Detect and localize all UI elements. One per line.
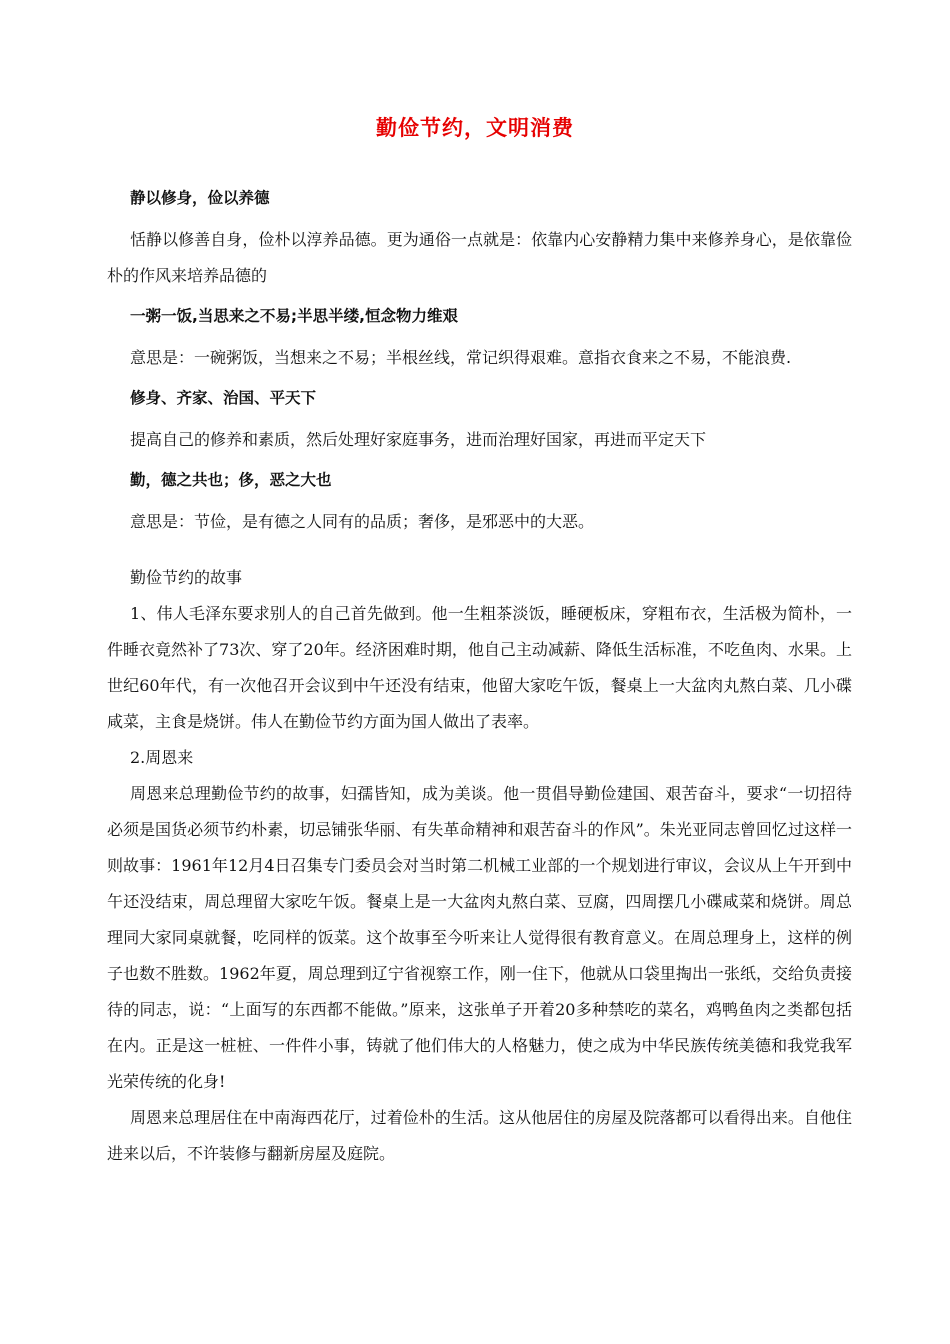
story-paragraph-2: 周恩来总理勤俭节约的故事，妇孺皆知，成为美谈。他一贯倡导勤俭建国、艰苦奋斗，要求“一切招待必须是国货必须节约朴素，切忌铺张华丽、有失革命精神和艰苦奋斗的作风”。朱光亚同志曾回忆过这样一则故事：1961年12月4日召集专门委员会对当时第二机械工业部的一个规划进行审议，会议从上午开到中午还没结束，周总理留大家吃午饭。餐桌上是一大盆肉丸熬白菜、豆腐，四周摆几小碟咸菜和烧饼。周总理同大家同桌就餐，吃同样的饭菜。这个故事至今听来让人觉得很有教育意义。在周总理身上，这样的例子也数不胜数。1962年夏，周总理到辽宁省视察工作，刚一住下，他就从口袋里掏出一张纸，交给负责接待的同志，说：“上面写的东西都不能做。”原来，这张单子开着20多种禁吃的菜名，鸡鸭鱼肉之类都包括在内。正是这一桩桩、一件件小事，铸就了他们伟大的人格魅力，使之成为中华民族传统美德和我党我军光荣传统的化身! xyxy=(107,784,852,1091)
story-paragraph-3: 周恩来总理居住在中南海西花厅，过着俭朴的生活。这从他居住的房屋及院落都可以看得出来。自他住进来以后，不许装修与翻新房屋及庭院。 xyxy=(107,1108,852,1163)
section-heading-4: 勤，德之共也；侈，恶之大也 xyxy=(130,471,332,489)
spacer xyxy=(107,540,852,560)
section-text-4: 意思是：节俭，是有德之人同有的品质；奢侈，是邪恶中的大恶。 xyxy=(130,512,595,531)
story-paragraph-1: 1、伟人毛泽东要求别人的自己首先做到。他一生粗茶淡饭，睡硬板床，穿粗布衣，生活极为简朴，一件睡衣竟然补了73次、穿了20年。经济困难时期，他自己主动减薪、降低生活标准，不吃鱼肉、水果。上世纪60年代，有一次他召开会议到中午还没有结束，他留大家吃午饭，餐桌上一大盆肉丸熬白菜、几小碟咸菜，主食是烧饼。伟人在勤俭节约方面为国人做出了表率。 xyxy=(107,604,852,731)
section-heading-1: 静以修身，俭以养德 xyxy=(130,189,270,207)
section-text-3: 提高自己的修养和素质，然后处理好家庭事务，进而治理好国家，再进而平定天下 xyxy=(130,430,707,449)
section-text-1: 恬静以修善自身，俭朴以淳养品德。更为通俗一点就是：依靠内心安静精力集中来修养身心，是依靠俭朴的作风来培养品德的 xyxy=(107,230,852,285)
document-title: 勤俭节约，文明消费 xyxy=(376,116,574,140)
section-heading-2: 一粥一饭,当思来之不易;半思半缕,恒念物力维艰 xyxy=(130,307,458,325)
story-title: 勤俭节约的故事 xyxy=(130,568,243,587)
section-text-2: 意思是：一碗粥饭，当想来之不易；半根丝线，常记织得艰难。意指衣食来之不易，不能浪费. xyxy=(130,348,792,367)
document-body xyxy=(107,186,852,1172)
section-heading-3: 修身、齐家、治国、平天下 xyxy=(130,389,317,407)
story-2-title: 2.周恩来 xyxy=(130,748,194,767)
